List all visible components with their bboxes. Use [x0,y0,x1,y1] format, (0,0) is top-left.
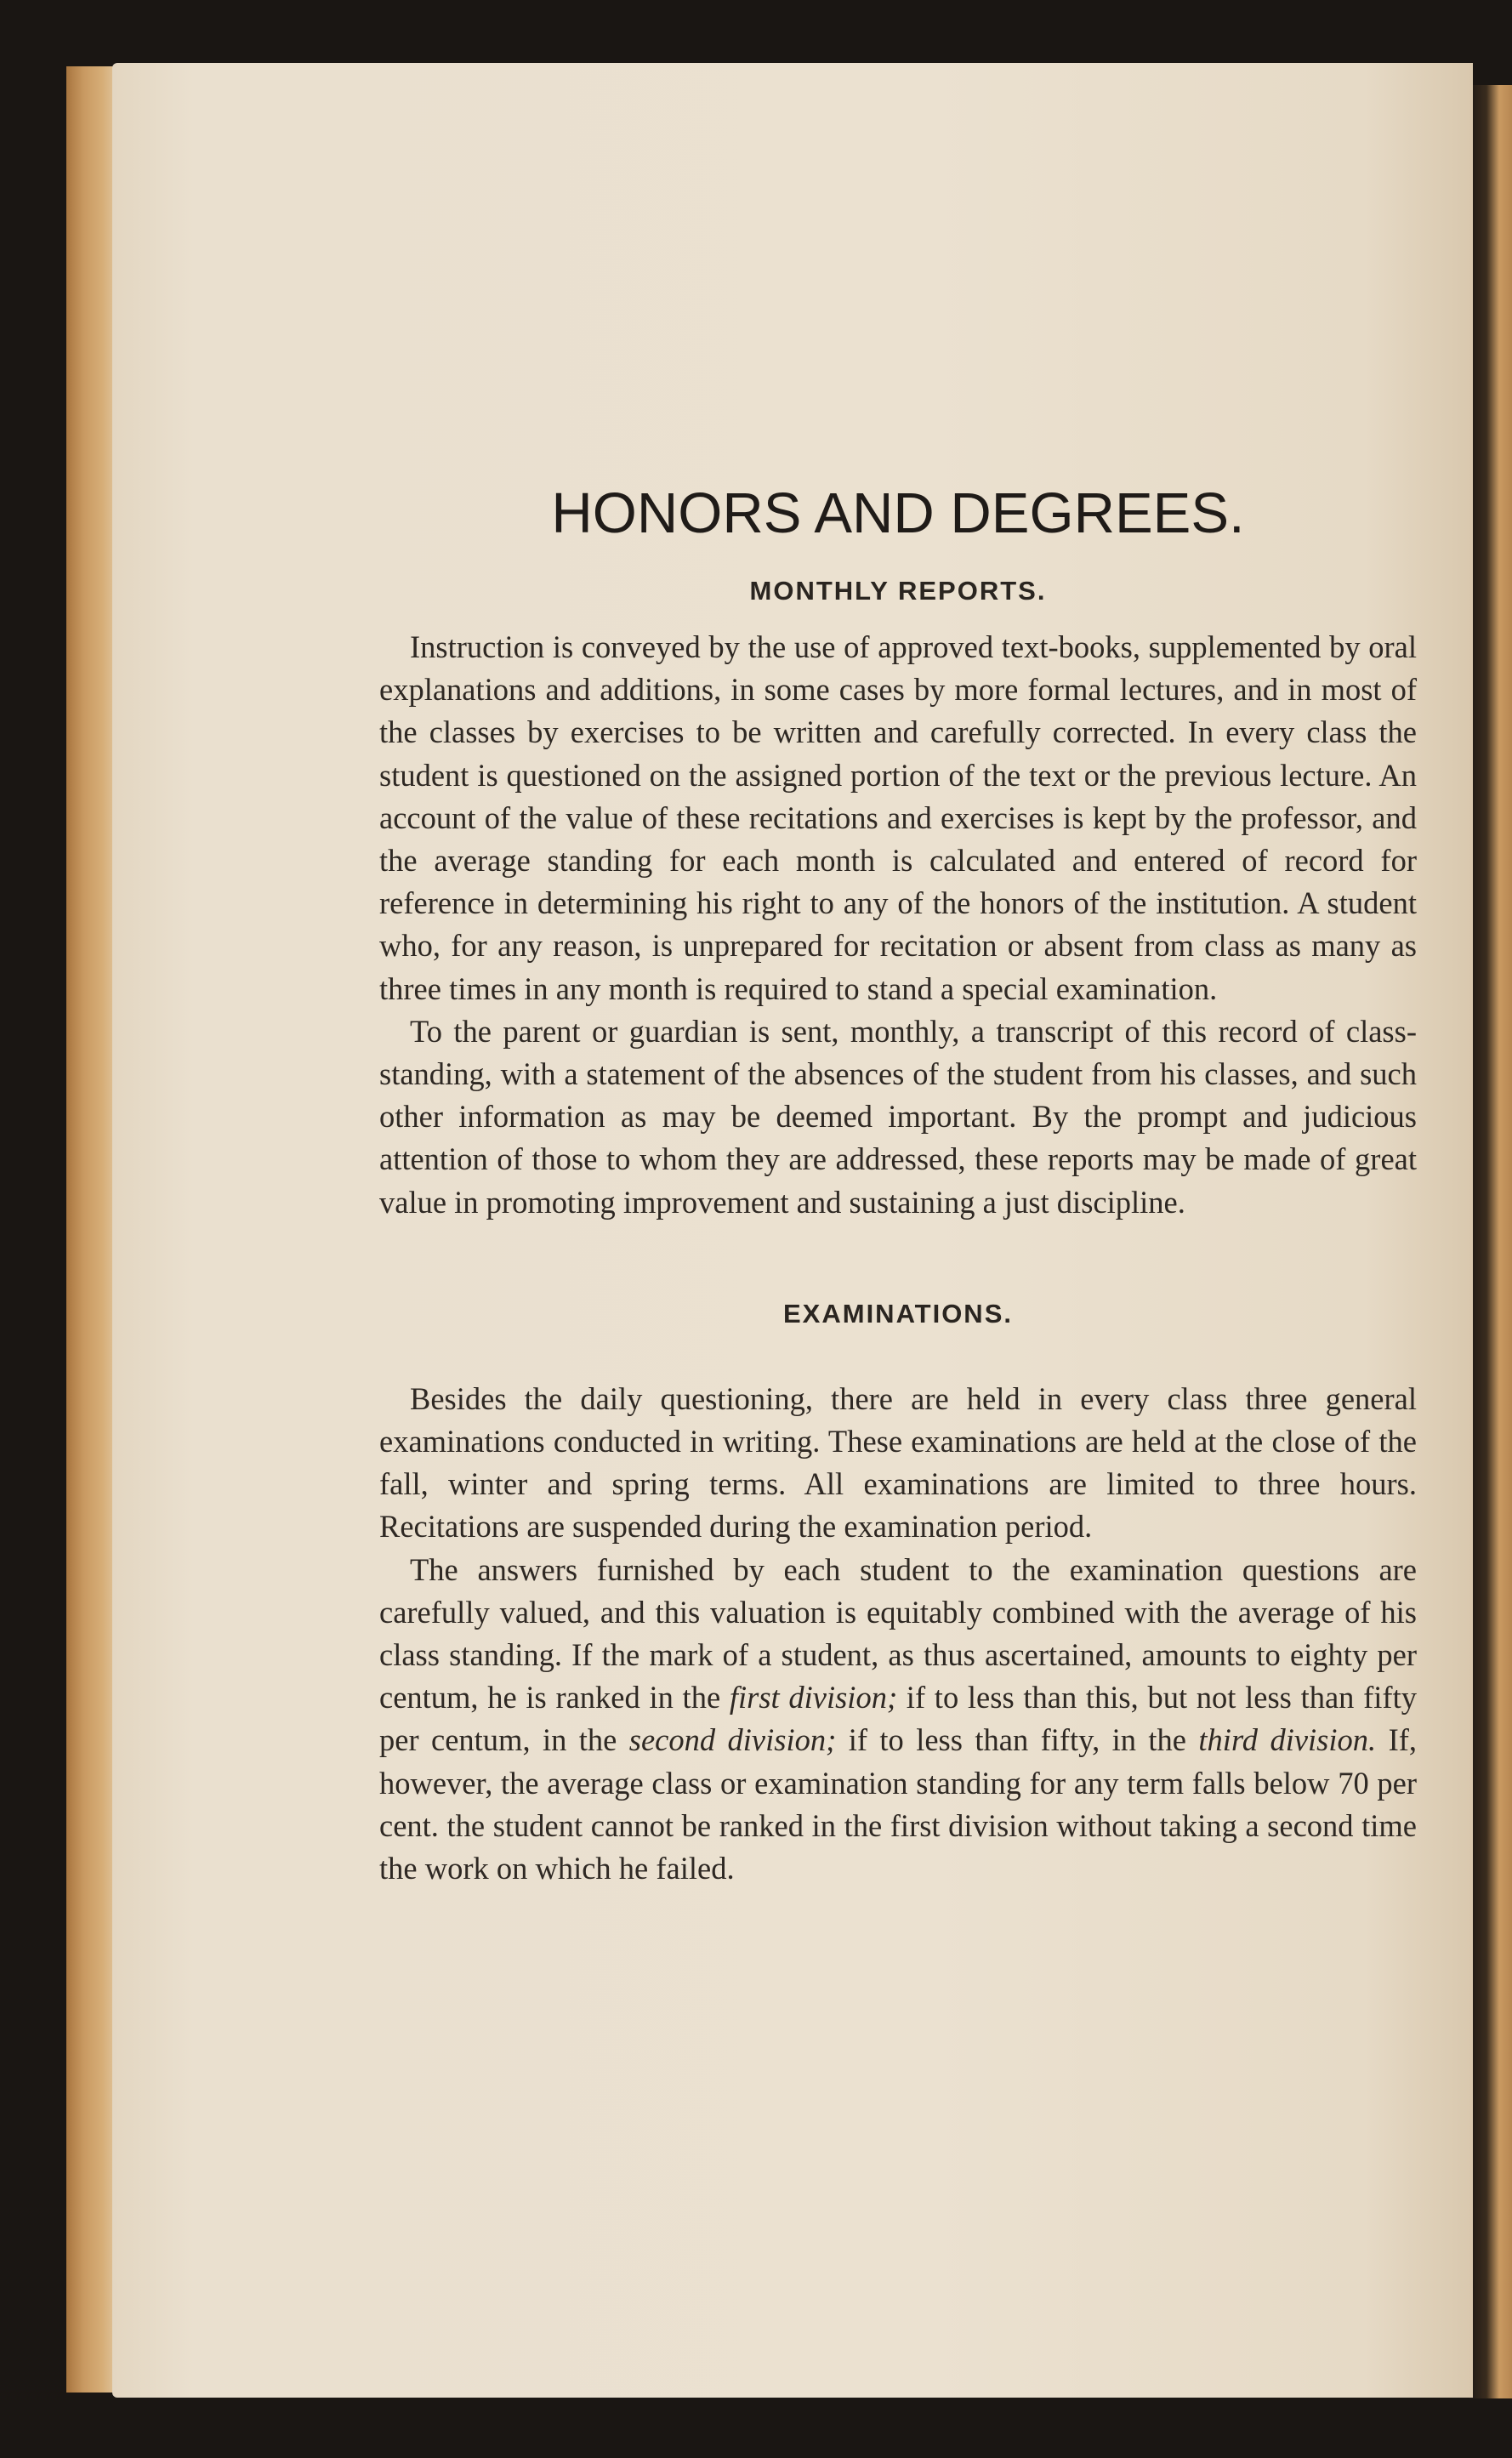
next-page-edge [1469,85,1512,2398]
monthly-reports-heading: MONTHLY REPORTS. [749,576,1047,606]
page-title: HONORS AND DEGREES. [551,481,1245,545]
monthly-reports-paragraph-2: To the parent or guardian is sent, monthly, a transcript of this record of class-standing, with a statement of the absences of the student from his classes, and such other information as may be deemed important. By the prompt and judicious attention of those to whom they are addressed, these reports may be made of great value in promoting improvement and sustaining a just discipline. [379,1013,1417,1220]
examinations-paragraph-2 [379,1549,1417,1891]
examinations-heading: EXAMINATIONS. [783,1298,1013,1329]
exam-text-b: if to less than this, but not less than fifty per centum, in the [379,1680,1417,1758]
exam-text-d: If, however, the average class or examination standing for any term falls below 70 per cent. the student cannot be ranked in the first division without taking a second time the work on which he failed. [379,1722,1417,1886]
second-division-term: second division; [628,1722,837,1758]
examinations-paragraph-1: Besides the daily questioning, there are held in every class three general examinations conducted in writing. These examinations are held at the close of the fall, winter and spring terms. All examinations are limited to three hours. Recitations are suspended during the examination period. [379,1380,1417,1545]
exam-text-a: The answers furnished by each student to the examination questions are carefully valued, and this valuation is equitably combined with the average of his class standing. If the mark of a student, as thus ascertained, amounts to eighty per centum, he is ranked in the [379,1551,1417,1715]
page-content [379,481,1417,1890]
monthly-reports-paragraph-1: Instruction is conveyed by the use of approved text-books, supplemented by oral explanations and additions, in some cases by more formal lectures, and in most of the classes by exercises to be written and carefully corrected. In every class the student is questioned on the assigned portion of the text or the previous lecture. An account of the value of these recitations and exercises is kept by the professor, and the average standing for each month is calculated and entered of record for reference in determining his right to any of the honors of the institution. A student who, for any reason, is unprepared for recitation or absent from class as many as three times in any month is required to stand a special examination. [379,629,1417,1006]
exam-text-c: if to less than fifty, in the [836,1722,1199,1758]
first-division-term: first division; [729,1680,898,1715]
third-division-term: third division. [1198,1722,1377,1758]
